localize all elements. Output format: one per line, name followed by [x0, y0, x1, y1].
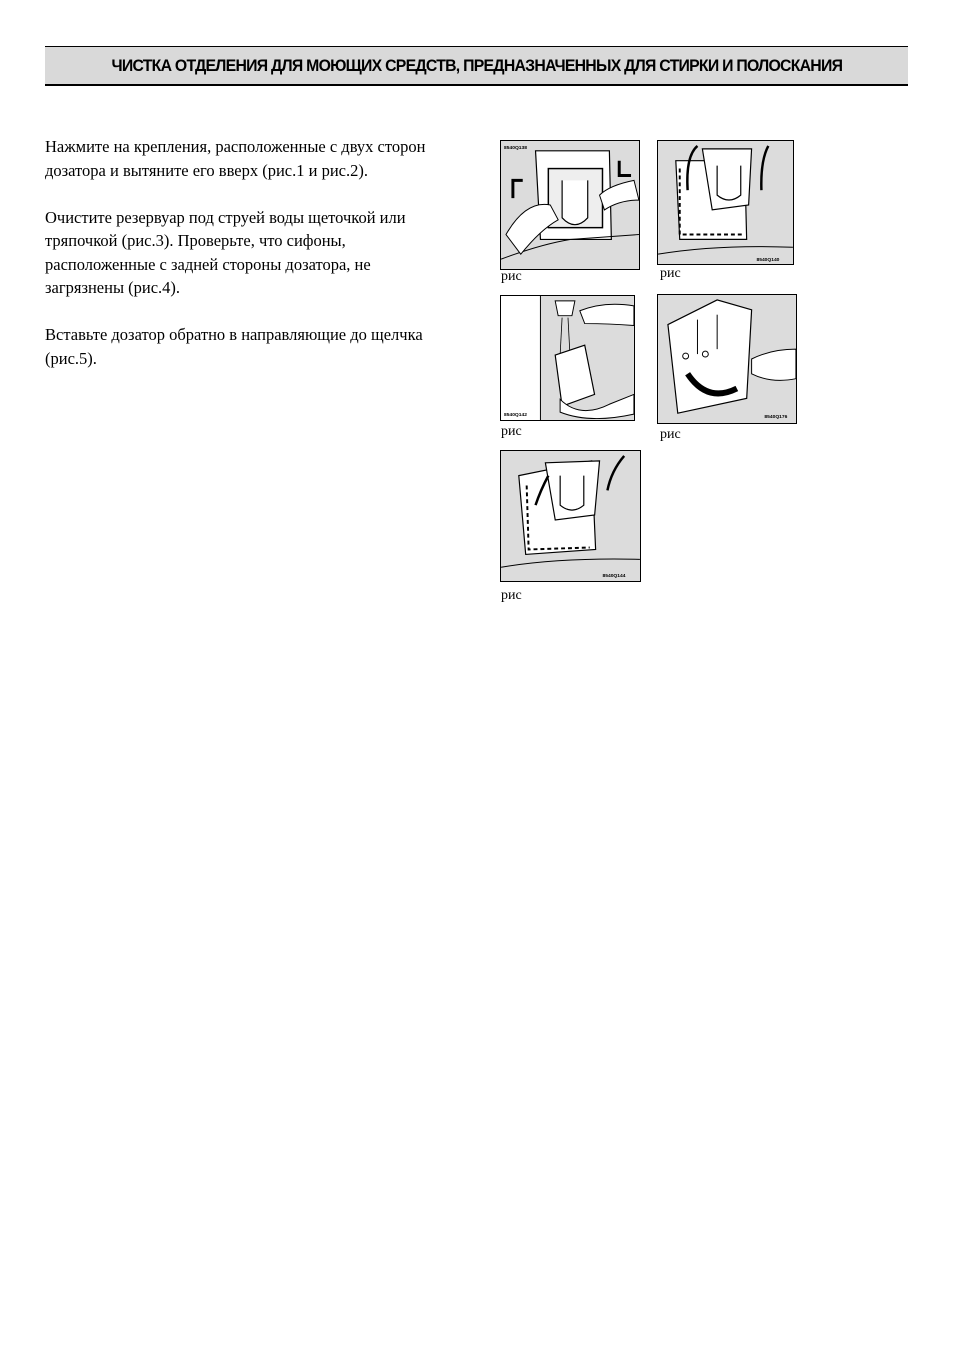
figure-code: 8540Q144	[602, 574, 626, 580]
section-header	[45, 46, 908, 86]
figure-code: 8540Q176	[764, 415, 788, 421]
figure-caption: рис	[660, 266, 681, 281]
instruction-paragraph: Нажмите на крепления, расположенные с двух сторон дозатора и вытяните его вверх (рис.1 и рис.2).	[45, 137, 426, 180]
figure-caption: рис	[501, 269, 522, 284]
figure-5	[500, 450, 641, 582]
figure-code: 8540Q142	[504, 413, 527, 419]
figure-caption: рис	[501, 424, 522, 439]
figure-1	[500, 140, 640, 270]
figure-5-illustration	[501, 451, 640, 581]
figure-caption: рис	[501, 588, 522, 603]
figure-2	[657, 140, 794, 265]
figure-code: 8540Q140	[756, 258, 780, 264]
figure-3	[500, 295, 635, 421]
figure-2-illustration	[658, 141, 793, 264]
figure-4	[657, 294, 797, 424]
instruction-paragraph: Очистите резервуар под струей воды щеточкой или тряпочкой (рис.3). Проверьте, что сифоны, расположенные с задней стороны дозатора, не загрязнены (рис.4).	[45, 207, 406, 297]
section-title: ЧИСТКА ОТДЕЛЕНИЯ ДЛЯ МОЮЩИХ СРЕДСТВ, ПРЕДНАЗНАЧЕННЫХ ДЛЯ СТИРКИ И ПОЛОСКАНИЯ	[111, 55, 842, 75]
figure-caption: рис	[660, 427, 681, 442]
instruction-paragraph: Вставьте дозатор обратно в направляющие до щелчка (рис.5).	[45, 325, 423, 368]
figure-4-illustration	[658, 295, 796, 423]
instructions	[45, 135, 445, 394]
figure-code: 8540Q138	[504, 145, 527, 151]
figure-3-illustration	[501, 296, 634, 420]
figure-1-illustration	[501, 141, 639, 269]
